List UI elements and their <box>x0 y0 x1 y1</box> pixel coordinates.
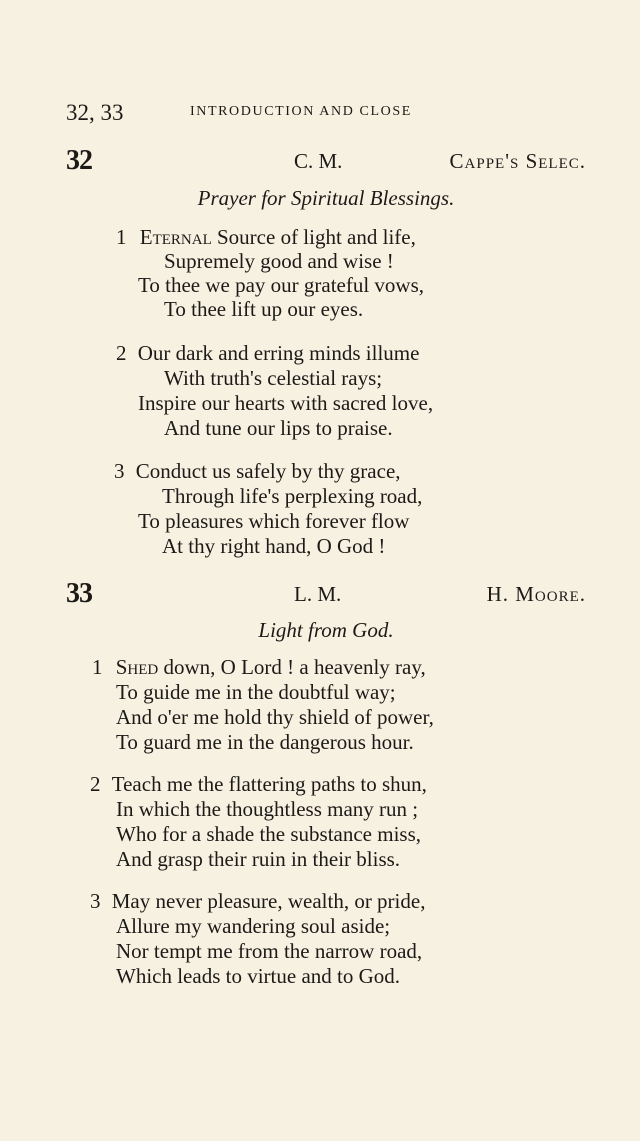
hymn-header <box>66 578 586 612</box>
verse-line: To pleasures which forever flow <box>138 509 410 533</box>
verse-line-text: Conduct us safely by thy grace, <box>135 459 401 483</box>
verse-line: With truth's celestial rays; <box>164 366 383 390</box>
running-head <box>66 100 586 130</box>
hymn-header <box>66 145 586 179</box>
hymn-meter: L. M. <box>294 582 342 606</box>
verse-line: Who for a shade the substance miss, <box>116 822 422 846</box>
verse-line <box>116 341 419 365</box>
verse-line-text: Teach me the flattering paths to shun, <box>111 772 427 796</box>
verse-line: And grasp their ruin in their bliss. <box>116 847 401 871</box>
verse-line <box>90 889 425 913</box>
hymn-author: Cappe's Selec. <box>449 149 586 173</box>
verse-line <box>116 225 416 249</box>
verse-line <box>90 772 427 796</box>
verse-line: To guard me in the dangerous hour. <box>116 730 414 754</box>
verse-number: 2 <box>90 772 101 796</box>
verse-number: 3 <box>114 459 125 483</box>
page-numbers: 32, 33 <box>66 100 124 125</box>
verse-number: 2 <box>116 341 127 365</box>
verse-line: Inspire our hearts with sacred love, <box>138 391 434 415</box>
verse-number: 3 <box>90 889 101 913</box>
verse-line: To guide me in the doubtful way; <box>116 680 396 704</box>
section-title: INTRODUCTION AND CLOSE <box>190 104 412 119</box>
verse-first-word: Eternal <box>139 225 212 249</box>
verse-line: And tune our lips to praise. <box>164 416 393 440</box>
verse-line: And o'er me hold thy shield of power, <box>116 705 434 729</box>
verse-first-word: Shed <box>115 655 159 679</box>
verse-line: In which the thoughtless many run ; <box>116 797 419 821</box>
verse-line: Through life's perplexing road, <box>162 484 423 508</box>
verse-line: To thee lift up our eyes. <box>164 297 364 321</box>
hymn-title: Light from God. <box>258 618 394 642</box>
verse-line-text: down, O Lord ! a heavenly ray, <box>158 655 426 679</box>
verse-line: Which leads to virtue and to God. <box>116 964 401 988</box>
hymn-meter: C. M. <box>294 149 343 173</box>
verse-line: To thee we pay our grateful vows, <box>138 273 425 297</box>
verse-line: Nor tempt me from the narrow road, <box>116 939 423 963</box>
hymn-title: Prayer for Spiritual Blessings. <box>197 186 455 210</box>
hymn-number: 32 <box>66 145 92 176</box>
verse-line <box>92 655 426 679</box>
verse-line: Supremely good and wise ! <box>164 249 394 273</box>
hymn-author: H. Moore. <box>486 582 586 606</box>
verse-line: At thy right hand, O God ! <box>162 534 386 558</box>
verse-number: 1 <box>116 225 127 249</box>
verse-line-text: Source of light and life, <box>211 225 416 249</box>
verse-number: 1 <box>92 655 103 679</box>
verse-line-text: May never pleasure, wealth, or pride, <box>111 889 426 913</box>
verse-line-text: Our dark and erring minds illume <box>137 341 420 365</box>
verse-line: Allure my wandering soul aside; <box>116 914 391 938</box>
hymn-number: 33 <box>66 578 92 609</box>
verse-line <box>114 459 401 483</box>
